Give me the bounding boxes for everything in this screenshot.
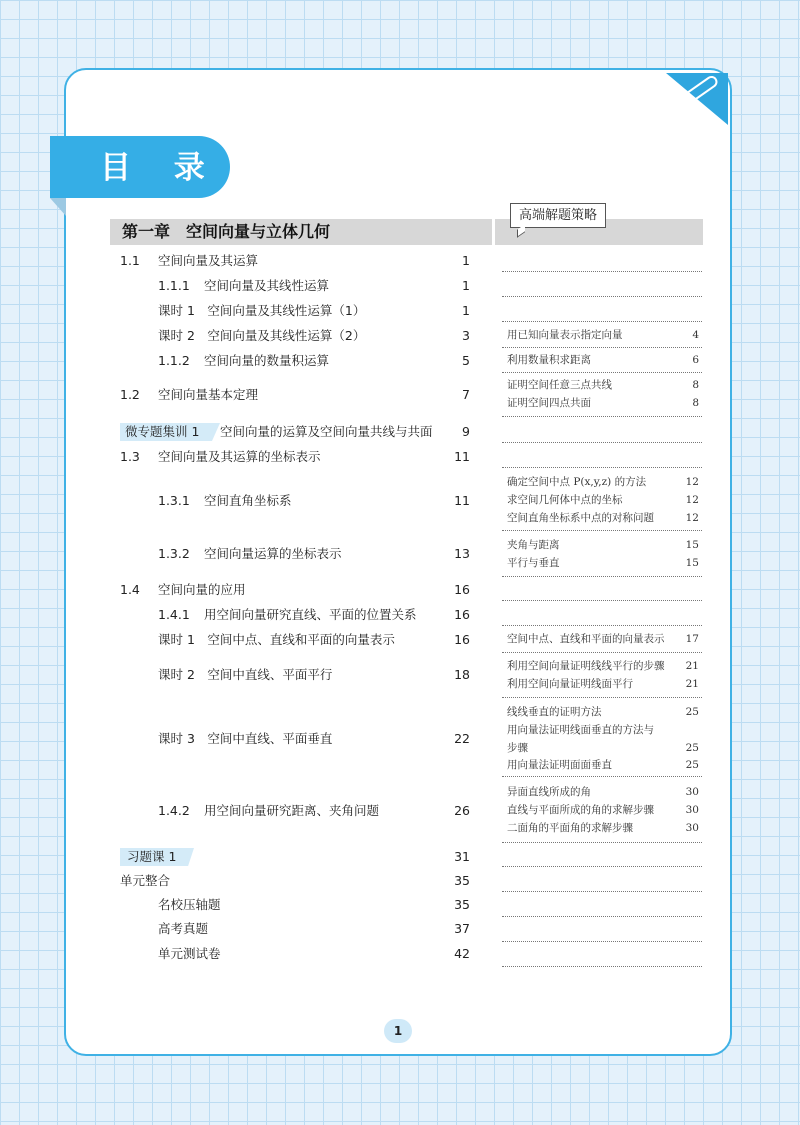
divider (502, 776, 702, 777)
toc-entry[interactable] (120, 630, 470, 650)
toc-entry-label: 空间向量及其运算 (158, 253, 259, 268)
strategy-item-page: 12 (685, 512, 699, 524)
toc-entry-page: 11 (454, 493, 470, 508)
toc-entry[interactable] (120, 544, 470, 564)
divider (502, 916, 702, 917)
strategy-item-label: 空间直角坐标系中点的对称问题 (507, 512, 654, 524)
strategy-item-label: 用向量法证明面面垂直 (507, 759, 612, 771)
toc-entry-number: 1.1 (120, 253, 140, 268)
toc-entry[interactable] (120, 326, 470, 346)
toc-entry[interactable] (120, 491, 470, 511)
strategy-item-page: 17 (685, 633, 699, 645)
toc-entry[interactable] (120, 919, 470, 939)
toc-entry-page: 11 (454, 449, 470, 464)
strategy-item[interactable] (507, 722, 699, 739)
strategy-item[interactable] (507, 395, 699, 412)
strategy-item-page: 30 (685, 804, 699, 816)
toc-entry-label: 名校压轴题 (158, 897, 221, 912)
toc-entry[interactable] (120, 729, 470, 749)
strategy-item-page: 15 (685, 539, 699, 551)
divider (502, 416, 702, 417)
divider (502, 296, 702, 297)
strategy-item-label: 确定空间中点 P(x,y,z) 的方法 (507, 476, 647, 488)
strategy-item-page: 12 (685, 476, 699, 488)
strategy-item[interactable] (507, 377, 699, 394)
toc-entry[interactable] (120, 895, 470, 915)
toc-entry-page: 7 (462, 387, 470, 402)
divider (502, 866, 702, 867)
toc-entry-page: 1 (462, 278, 470, 293)
divider (502, 530, 702, 531)
strategy-item[interactable] (507, 327, 699, 344)
toc-entry[interactable] (120, 580, 470, 600)
strategy-item-page: 25 (685, 759, 699, 771)
toc-entry[interactable] (120, 871, 470, 891)
strategy-item-page: 25 (685, 742, 699, 754)
micro-topic-tag: 微专题集训 1 (125, 424, 200, 439)
divider (502, 576, 702, 577)
divider (502, 347, 702, 348)
strategy-item-label: 利用空间向量证明线面平行 (507, 678, 633, 690)
strategy-item-page: 6 (692, 354, 699, 366)
toc-entry-label: 课时 3 空间中直线、平面垂直 (158, 731, 333, 746)
toc-entry-number: 1.1.1 (158, 278, 190, 293)
strategy-item[interactable] (507, 676, 699, 693)
strategy-item-page: 15 (685, 557, 699, 569)
toc-entry-page: 16 (454, 607, 470, 622)
strategy-item-label: 空间中点、直线和平面的向量表示 (507, 633, 665, 645)
toc-entry-page: 1 (462, 303, 470, 318)
strategy-item[interactable] (507, 740, 699, 757)
toc-entry-label: 用空间向量研究直线、平面的位置关系 (204, 607, 417, 622)
toc-entry-label: 空间直角坐标系 (204, 493, 292, 508)
chapter-title: 第一章 空间向量与立体几何 (122, 222, 331, 241)
divider (502, 891, 702, 892)
strategy-item[interactable] (507, 757, 699, 774)
strategy-item-page: 30 (685, 822, 699, 834)
toc-entry[interactable] (120, 847, 470, 867)
toc-entry-label: 空间向量的运算及空间向量共线与共面 (220, 424, 433, 439)
toc-entry-number: 1.4.2 (158, 803, 190, 818)
strategy-item[interactable] (507, 658, 699, 675)
divider (502, 966, 702, 967)
divider (502, 697, 702, 698)
toc-entry-page: 26 (454, 803, 470, 818)
strategy-item-label: 夹角与距离 (507, 539, 560, 551)
toc-entry-label: 空间向量基本定理 (158, 387, 259, 402)
strategy-item-label: 线线垂直的证明方法 (507, 706, 602, 718)
strategy-item-page: 21 (685, 678, 699, 690)
toc-entry[interactable] (120, 422, 470, 442)
toc-entry-label: 用空间向量研究距离、夹角问题 (204, 803, 380, 818)
toc-entry[interactable] (120, 251, 470, 271)
strategy-item-label: 利用数量积求距离 (507, 354, 591, 366)
divider (502, 271, 702, 272)
strategy-item[interactable] (507, 784, 699, 801)
toc-entry[interactable] (120, 605, 470, 625)
strategy-item[interactable] (507, 820, 699, 837)
strategy-item-page: 25 (685, 706, 699, 718)
strategy-label: 高端解题策略 (510, 203, 606, 228)
toc-entry-label: 空间向量运算的坐标表示 (204, 546, 342, 561)
toc-entry[interactable] (120, 276, 470, 296)
divider (502, 321, 702, 322)
toc-entry-label: 空间向量的应用 (158, 582, 246, 597)
strategy-item-label: 二面角的平面角的求解步骤 (507, 822, 633, 834)
toc-entry[interactable] (120, 301, 470, 321)
strategy-item-label: 用已知向量表示指定向量 (507, 329, 623, 341)
toc-entry-page: 18 (454, 667, 470, 682)
toc-entry-page: 16 (454, 582, 470, 597)
strategy-item-label: 直线与平面所成的角的求解步骤 (507, 804, 654, 816)
toc-title: 目 录 (100, 150, 221, 186)
strategy-item[interactable] (507, 537, 699, 554)
toc-entry-page: 35 (454, 873, 470, 888)
toc-entry[interactable] (120, 351, 470, 371)
strategy-item[interactable] (507, 492, 699, 509)
exercise-tag: 习题课 1 (127, 849, 177, 864)
toc-entry-page: 22 (454, 731, 470, 746)
toc-entry-label: 单元测试卷 (158, 946, 221, 961)
toc-entry-label: 课时 2 空间向量及其线性运算（2） (158, 328, 366, 343)
toc-entry-number: 1.3.2 (158, 546, 190, 561)
strategy-item-page: 8 (692, 379, 699, 391)
strategy-item[interactable] (507, 555, 699, 572)
strategy-item[interactable] (507, 474, 699, 491)
divider (502, 842, 702, 843)
strategy-item-label: 步骤 (507, 742, 528, 754)
divider (502, 600, 702, 601)
toc-entry[interactable] (120, 944, 470, 964)
strategy-item-label: 证明空间任意三点共线 (507, 379, 612, 391)
strategy-item[interactable] (507, 704, 699, 721)
toc-entry-page: 37 (454, 921, 470, 936)
toc-entry-page: 5 (462, 353, 470, 368)
toc-entry-label: 课时 2 空间中直线、平面平行 (158, 667, 333, 682)
strategy-item[interactable] (507, 802, 699, 819)
toc-entry-page: 16 (454, 632, 470, 647)
divider (502, 941, 702, 942)
divider (502, 625, 702, 626)
strategy-item-label: 利用空间向量证明线线平行的步骤 (507, 660, 665, 672)
strategy-item-label: 证明空间四点共面 (507, 397, 591, 409)
strategy-item-label: 用向量法证明线面垂直的方法与 (507, 724, 654, 736)
strategy-item-label: 求空间几何体中点的坐标 (507, 494, 623, 506)
toc-entry[interactable] (120, 665, 470, 685)
strategy-item-page: 30 (685, 786, 699, 798)
divider (502, 442, 702, 443)
toc-entry-page: 3 (462, 328, 470, 343)
toc-entry[interactable] (120, 385, 470, 405)
toc-entry-label: 课时 1 空间向量及其线性运算（1） (158, 303, 366, 318)
toc-entry-number: 1.3 (120, 449, 140, 464)
toc-entry-page: 35 (454, 897, 470, 912)
strategy-item[interactable] (507, 510, 699, 527)
toc-entry-label: 单元整合 (120, 873, 171, 888)
divider (502, 372, 702, 373)
toc-entry-number: 1.1.2 (158, 353, 190, 368)
divider (502, 467, 702, 468)
strategy-item-page: 8 (692, 397, 699, 409)
strategy-item[interactable] (507, 631, 699, 648)
toc-entry-page: 9 (462, 424, 470, 439)
toc-entry-page: 13 (454, 546, 470, 561)
toc-entry-label: 空间向量的数量积运算 (204, 353, 330, 368)
toc-entry-number: 1.3.1 (158, 493, 190, 508)
strategy-item-page: 12 (685, 494, 699, 506)
toc-entry-page: 1 (462, 253, 470, 268)
toc-entry-number: 1.2 (120, 387, 140, 402)
strategy-item-label: 异面直线所成的角 (507, 786, 591, 798)
toc-entry[interactable] (120, 447, 470, 467)
toc-entry-label: 空间向量及其运算的坐标表示 (158, 449, 321, 464)
toc-entry-label: 空间向量及其线性运算 (204, 278, 330, 293)
toc-entry[interactable] (120, 801, 470, 821)
strategy-item-label: 平行与垂直 (507, 557, 560, 569)
toc-entry-page: 31 (454, 849, 470, 864)
strategy-item-page: 21 (685, 660, 699, 672)
strategy-item-page: 4 (692, 329, 699, 341)
divider (502, 652, 702, 653)
toc-entry-label: 课时 1 空间中点、直线和平面的向量表示 (158, 632, 395, 647)
page-number: 1 (384, 1019, 412, 1043)
toc-entry-label: 高考真题 (158, 921, 209, 936)
toc-entry-number: 1.4.1 (158, 607, 190, 622)
strategy-item[interactable] (507, 352, 699, 369)
toc-entry-page: 42 (454, 946, 470, 961)
toc-entry-number: 1.4 (120, 582, 140, 597)
